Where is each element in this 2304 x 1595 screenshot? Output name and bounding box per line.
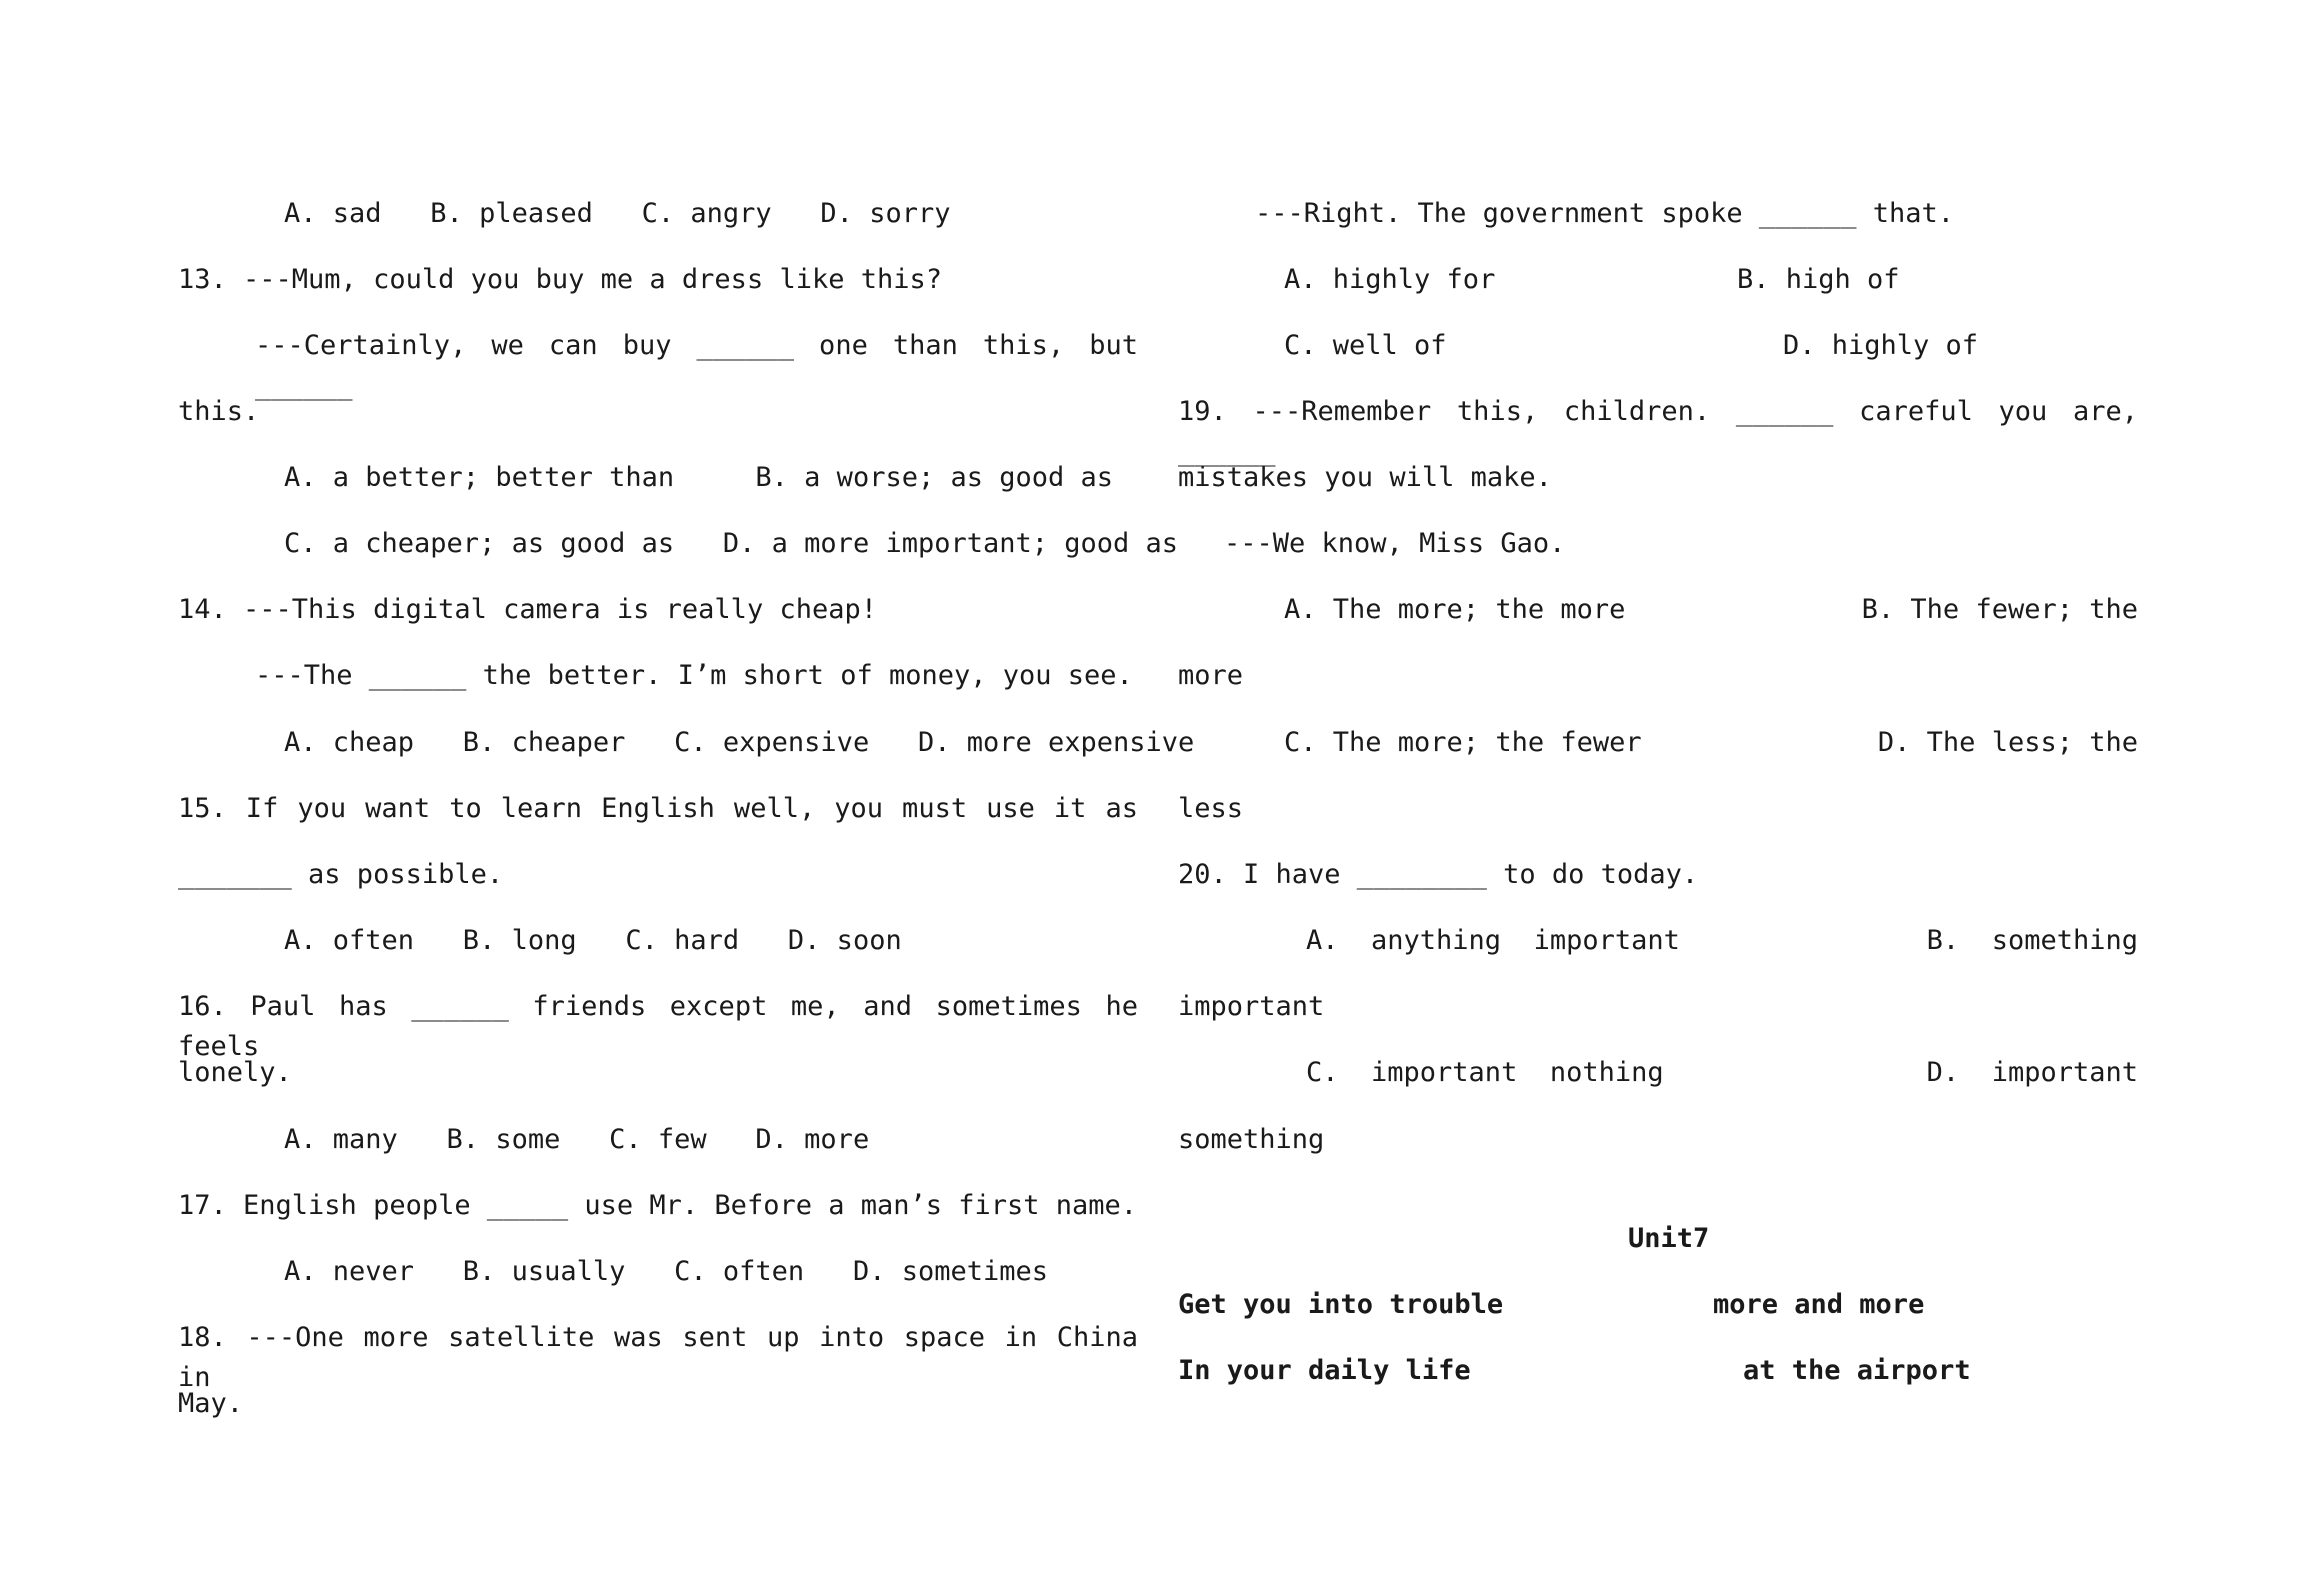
q18-option-b: B. high of: [1737, 264, 1900, 295]
q19-question: 19. ---Remember this, children. ______ careful you are, ______: [1178, 396, 2138, 467]
q18-option-a: A. highly for: [1284, 264, 1496, 295]
unit-phrase-3: In your daily life: [1178, 1355, 1471, 1386]
q13-question: 13. ---Mum, could you buy me a dress like this?: [178, 264, 943, 295]
q19-option-b-cont: more: [1178, 660, 1244, 691]
q19-option-c: C. The more; the fewer: [1284, 727, 1642, 758]
q19-reply: ---We know, Miss Gao.: [1224, 528, 1566, 559]
q20-option-b: B. something: [1926, 925, 2138, 956]
q13-answer-cont: this.: [178, 396, 260, 427]
q12-options: A. sad B. pleased C. angry D. sorry: [284, 198, 951, 229]
q18-option-c: C. well of: [1284, 330, 1447, 361]
q18-option-d: D. highly of: [1783, 330, 1979, 361]
q16-question-cont: lonely.: [178, 1057, 292, 1088]
q18-question-cont: May.: [178, 1388, 244, 1419]
q20-option-a: A. anything important: [1306, 925, 1680, 956]
q19-question-cont: mistakes you will make.: [1178, 462, 1552, 493]
q20-option-d: D. important: [1926, 1057, 2138, 1088]
q20-option-b-cont: important: [1178, 991, 1325, 1022]
q17-question: 17. English people _____ use Mr. Before a man’s first name.: [178, 1190, 1138, 1221]
q13-answer-line: ---Certainly, we can buy ______ one than this, but ______: [255, 330, 1138, 401]
q20-question: 20. I have ________ to do today.: [1178, 859, 1699, 890]
q19-option-a: A. The more; the more: [1284, 594, 1626, 625]
q14-question: 14. ---This digital camera is really cheap!: [178, 594, 877, 625]
q16-question: 16. Paul has ______ friends except me, and sometimes he feels: [178, 991, 1138, 1062]
q19-option-d: D. The less; the: [1877, 727, 2138, 758]
q13-options-cd: C. a cheaper; as good as D. a more important; good as: [284, 528, 1179, 559]
unit-phrase-4: at the airport: [1743, 1355, 1971, 1386]
q14-answer-line: ---The ______ the better. I’m short of money, you see.: [255, 660, 1133, 691]
q19-option-b: B. The fewer; the: [1861, 594, 2138, 625]
q16-options: A. many B. some C. few D. more: [284, 1124, 870, 1155]
q19-option-d-cont: less: [1178, 793, 1244, 824]
q14-options: A. cheap B. cheaper C. expensive D. more expensive: [284, 727, 1195, 758]
q20-option-d-cont: something: [1178, 1124, 1325, 1155]
q20-option-c: C. important nothing: [1306, 1057, 1664, 1088]
q15-options: A. often B. long C. hard D. soon: [284, 925, 902, 956]
unit-phrase-2: more and more: [1713, 1289, 1925, 1320]
q18-question: 18. ---One more satellite was sent up into space in China in: [178, 1322, 1138, 1393]
unit-phrase-1: Get you into trouble: [1178, 1289, 1504, 1320]
q15-question: 15. If you want to learn English well, you must use it as: [178, 793, 1138, 824]
q17-options: A. never B. usually C. often D. sometimes: [284, 1256, 1049, 1287]
unit-title: Unit7: [1628, 1223, 1710, 1254]
q13-options-ab: A. a better; better than B. a worse; as good as: [284, 462, 1114, 493]
q15-question-cont: _______ as possible.: [178, 859, 504, 890]
q18-answer-line: ---Right. The government spoke ______ that.: [1255, 198, 1954, 229]
